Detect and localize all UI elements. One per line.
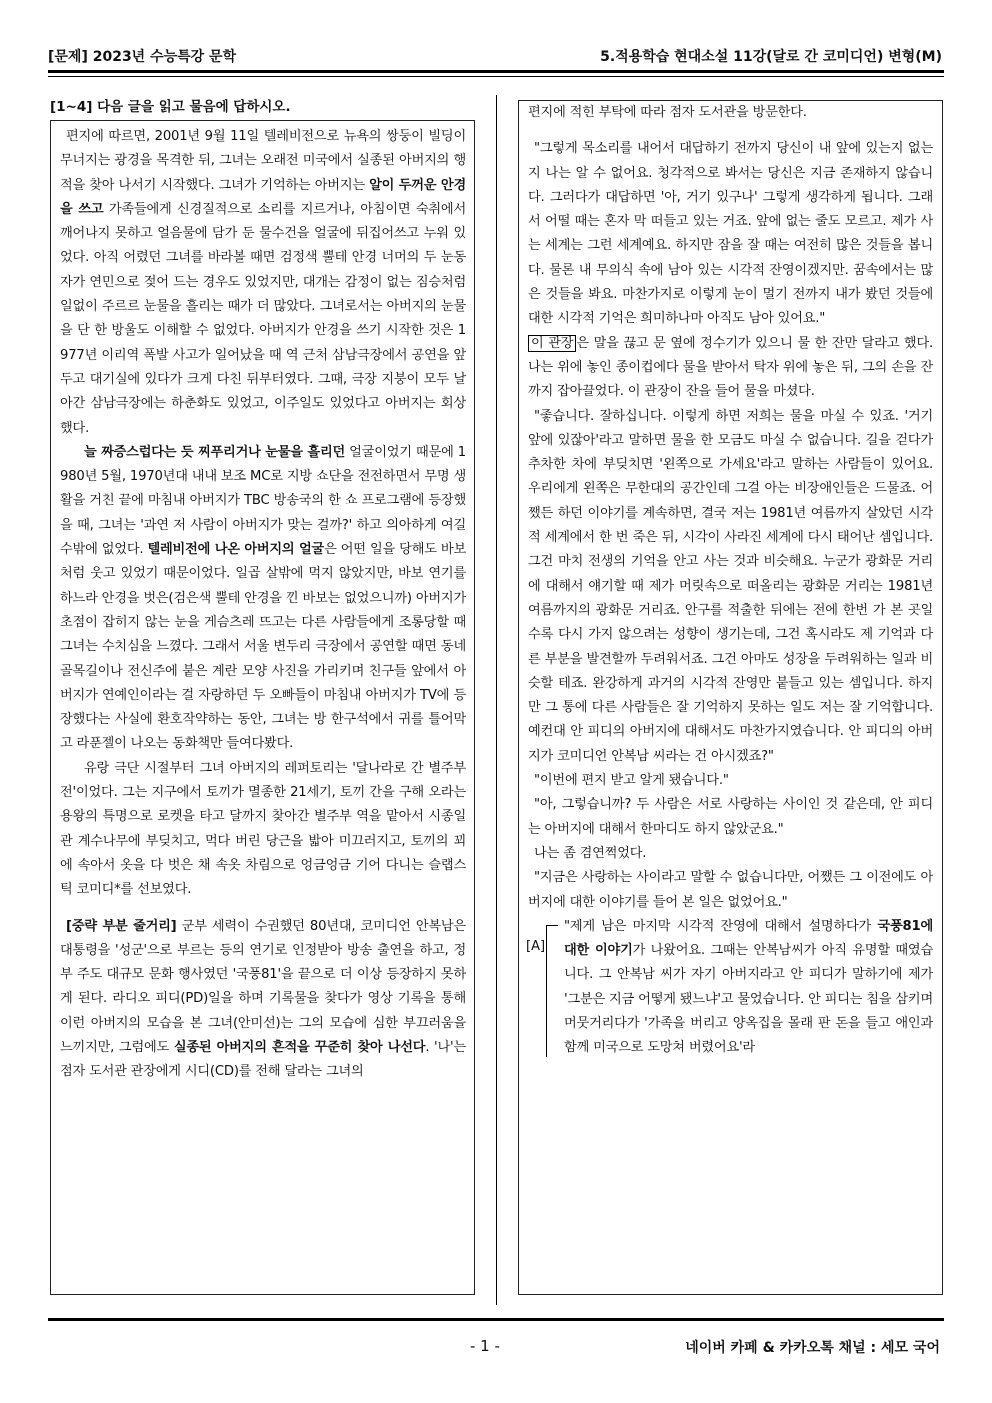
bracket-a-section <box>528 915 933 1061</box>
bracket-line <box>546 925 547 1057</box>
right-paragraph-5: "아, 그렇습니까? 두 사람은 서로 사랑하는 사이인 것 같은데, 안 피디는 아버지에 대해서 한마디도 하지 않았군요." <box>528 797 933 837</box>
summary-paragraph: [중략 부분 줄거리] 군부 세력이 수권했던 80년대, 코미디언 안복남은 대통령을 '성군'으로 부르는 등의 연기로 인정받아 방송 출연을 하고, 정부 주도 대규모 문화 행사였던 '국풍81'을 끝으로 더 이상 등장하지 못하게 된다. 라디오 피디(PD)일을 하며 기록물을 찾다가 영상 기록을 통해 이런 아버지의 모습을 본 그녀(안미선)는 그의 모습에 심한 부끄러움을 느끼지만, 그럼에도 실종된 아버지의 흔적을 꾸준히 찾아 나선다. '나'는 점자 도서관 관장에게 시디(CD)를 전해 달라는 그녀의 <box>60 918 466 1080</box>
bracket-a-label: [A] <box>526 938 546 954</box>
right-paragraph-3: "좋습니다. 잘하십니다. 이렇게 하면 저희는 물을 마실 수 있죠. '거기 앞에 있잖아'라고 말하면 물을 한 모금도 마실 수 없습니다. 길을 걷다가 추차한 차에 부딪치면 '왼쪽으로 가세요'라고 말하는 사람들이 있어요. 우리에게 왼쪽은 무한대의 공간인데 그걸 아는 비장애인들은 드물죠. 어쨌든 하던 이야기를 계속하면, 결국 저는 1981년 여름까지 살았던 시각적 세계에서 한 번 죽은 뒤, 시각이 사라진 세계에 다시 태어난 셈입니다. 그건 마치 전생의 기억을 안고 사는 것과 비슷해요. 누군가 광화문 거리에 대해서 얘기할 때 제가 머릿속으로 떠올리는 광화문 거리는 1981년 여름까지의 광화문 거리죠. 안구를 적출한 뒤에는 전에 한번 가 본 곳일수록 다시 가지 않으려는 성향이 생기는데, 그건 혹시라도 제 기억과 다른 부분을 발견할까 두려워서죠. 그건 아마도 성장을 두려워하는 일과 비슷할 테죠. 완강하게 과거의 시각적 잔영만 붙들고 있는 셈입니다. 하지만 그 통에 다른 사람들은 잘 기억하지 못하는 일도 저는 잘 기억합니다. 예컨대 안 피디의 아버지에 대해서도 마찬가지였습니다. 안 피디의 아버지가 코미디언 안복남 씨라는 건 아시겠죠?" <box>528 408 933 764</box>
header-rule-thin <box>48 76 944 77</box>
bold-phrase-gukpung: 국풍81에 대한 이야기 <box>564 918 933 959</box>
passage-paragraph-1: 편지에 따르면, 2001년 9월 11일 텔레비전으로 뉴욕의 쌍둥이 빌딩이 무너지는 광경을 목격한 뒤, 그녀는 오래전 미국에서 실종된 아버지의 행적을 찾아 나서기 시작했다. 그녀가 기억하는 아버지는 알이 두꺼운 안경을 쓰고 가족들에게 신경질적으로 소리를 지르거나, 아침이면 숙취에서 깨어나지 못하고 얼음물에 담가 둔 물수건을 얼굴에 뒤집어쓰고 누워 있었다. 아직 어렸던 그녀를 바라볼 때면 검정색 뿔테 안경 너머의 두 눈동자가 연민으로 젖어 드는 경우도 있었지만, 대개는 감정이 없는 짐승처럼 일없이 주르르 눈물을 흘리는 때가 더 많았다. 그녀로서는 아버지의 눈물을 단 한 방울도 이해할 수 없었다. 아버지가 안경을 쓰기 시작한 것은 1977년 이리역 폭발 사고가 일어났을 때 역 근처 삼남극장에서 공연을 앞두고 대기실에 있다가 크게 다친 뒤부터였다. 그때, 극장 지붕이 모두 날아간 삼남극장에는 하춘화도 있었고, 이주일도 있었다고 아버지는 회상했다. <box>60 129 466 436</box>
right-paragraph-4: "이번에 편지 받고 알게 됐습니다." <box>534 773 729 789</box>
page-number: - 1 - <box>470 1337 500 1355</box>
footer-rule <box>48 1318 944 1321</box>
header-left: [문제] 2023년 수능특강 문학 <box>48 49 237 65</box>
right-paragraph-2: 이 관장 은 말을 끊고 문 옆에 정수기가 있으니 물 한 잔만 달라고 했다. 나는 위에 놓인 종이컵에다 물을 받아서 탁자 위에 놓은 뒤, 그의 손을 잔까지 잡아끌었다. 이 관장이 잔을 들어 물을 마셨다. <box>528 335 934 400</box>
question-instruction: [1~4] 다음 글을 읽고 물음에 답하시오. <box>50 99 291 115</box>
passage-paragraph-2: 늘 짜증스럽다는 듯 찌푸리거나 눈물을 흘리던 얼굴이었기 때문에 1980년 5월, 1970년대 내내 보조 MC로 지방 쇼단을 전전하면서 무명 생활을 거친 끝에 마침내 아버지가 TBC 방송국의 한 쇼 프로그램에 등장했을 때, 그녀는 '과연 저 사람이 아버지가 맞는 걸까?' 하고 의아하게 여길 수밖에 없었다. 텔레비전에 나온 아버지의 얼굴은 어떤 일을 당해도 바보처럼 웃고 있었기 때문이었다. 일곱 살밖에 먹지 않았지만, 바보 연기를 하느라 안경을 벗은(검은색 뿔테 안경을 낀 바보는 없었으니까) 아버지가 초점이 잡히지 않는 눈을 게슴츠레 뜨고는 다른 사람들에게 조롱당할 때 그녀는 수치심을 느꼈다. 그래서 서울 변두리 극장에서 공연할 때면 동네 골목길이나 전신주에 붙은 계란 모양 사진을 가리키며 친구들 앞에서 아버지가 연예인이라는 걸 자랑하던 두 오빠들이 마침내 아버지가 TV에 등장했다는 사실에 환호작약하는 동안, 그녀는 방 한구석에서 귀를 틀어막고 라푼젤이 나오는 동화책만 들여다봤다. <box>60 444 467 752</box>
right-paragraph-6: 나는 좀 겸연쩍었다. <box>534 845 647 861</box>
right-paragraph-8: "제게 남은 마지막 시각적 잔영에 대해서 설명하다가 국풍81에 대한 이야기가 나왔어요. 그때는 안복남씨가 아직 유명할 때였습니다. 그 안복남 씨가 자기 아버지라고 안 피디가 말하기에 제가 '그분은 지금 어떻게 됐느냐'고 물었습니다. 안 피디는 침을 삼키며 머뭇거리다가 '가족을 버리고 양옥집을 몰래 판 돈을 들고 애인과 함께 미국으로 도망쳐 버렸어요'라 <box>564 918 933 1056</box>
bold-phrase-tv-face: 텔레비전에 나온 아버지의 얼굴 <box>147 542 325 558</box>
right-paragraph-0: 편지에 적힌 부탁에 따라 점자 도서관을 방문한다. <box>528 105 807 120</box>
right-paragraph-7: "지금은 사랑하는 사이라고 말할 수 없습니다만, 어쨌든 그 이전에도 아버지에 대한 이야기를 들어 본 일은 없었어요." <box>528 870 933 910</box>
passage-paragraph-3: 유랑 극단 시절부터 그녀 아버지의 레퍼토리는 '달나라로 간 별주부전'이었다. 그는 지구에서 토끼가 멸종한 21세기, 토끼 간을 구해 오라는 용왕의 특명으로 로켓을 타고 달까지 찾아간 별주부 역을 맡아서 시종일관 계수나무에 부딪치고, 먹다 버린 당근을 밟아 미끄러지고, 토끼의 꾀에 속아서 옷을 다 벗은 채 속옷 차림으로 엉금엉금 기어 다니는 슬랩스틱 코미디*를 선보였다. <box>60 760 466 898</box>
right-paragraph-1: "그렇게 목소리를 내어서 대답하기 전까지 당신이 내 앞에 있는지 없는지 나는 알 수 없어요. 청각적으로 봐서는 당신은 지금 존재하지 않습니다. 그러다가 대답하면 '아, 거기 있구나' 그렇게 생각하게 됩니다. 그래서 어떨 때는 혼자 막 떠들고 있는 거죠. 앞에 없는 줄도 모르고. 제가 사는 세계는 그런 세계예요. 하지만 잠을 잘 때는 여전히 많은 것들을 봅니다. 물론 내 무의식 속에 남아 있는 시각적 잔영이겠지만. 꿈속에서는 많은 것들을 봐요. 마찬가지로 이렇게 눈이 멀기 전까지 내가 봤던 것들에 대한 시각적 기억은 희미하나마 아직도 남아 있어요." <box>528 141 933 327</box>
header-right: 5.적용학습 현대소설 11강(달로 간 코미디언) 변형(M) <box>600 49 942 65</box>
bold-phrase-frowning: 늘 짜증스럽다는 듯 찌푸리거나 눈물을 흘리던 <box>84 444 346 460</box>
passage-left-column <box>50 120 475 1295</box>
bold-phrase-search: 실종된 아버지의 흔적을 꾸준히 찾아 나선다 <box>173 1039 426 1055</box>
bold-phrase-glasses: 알이 두꺼운 안경을 쓰고 <box>60 177 466 217</box>
column-divider <box>496 95 497 1305</box>
boxed-word-director: 이 관장 <box>528 335 576 352</box>
passage-right-column <box>518 100 943 1295</box>
summary-label: [중략 부분 줄거리] <box>66 918 177 934</box>
footer-channel: 네이버 카페 & 카카오톡 채널 : 세모 국어 <box>685 1340 940 1356</box>
header-rule <box>48 70 944 73</box>
